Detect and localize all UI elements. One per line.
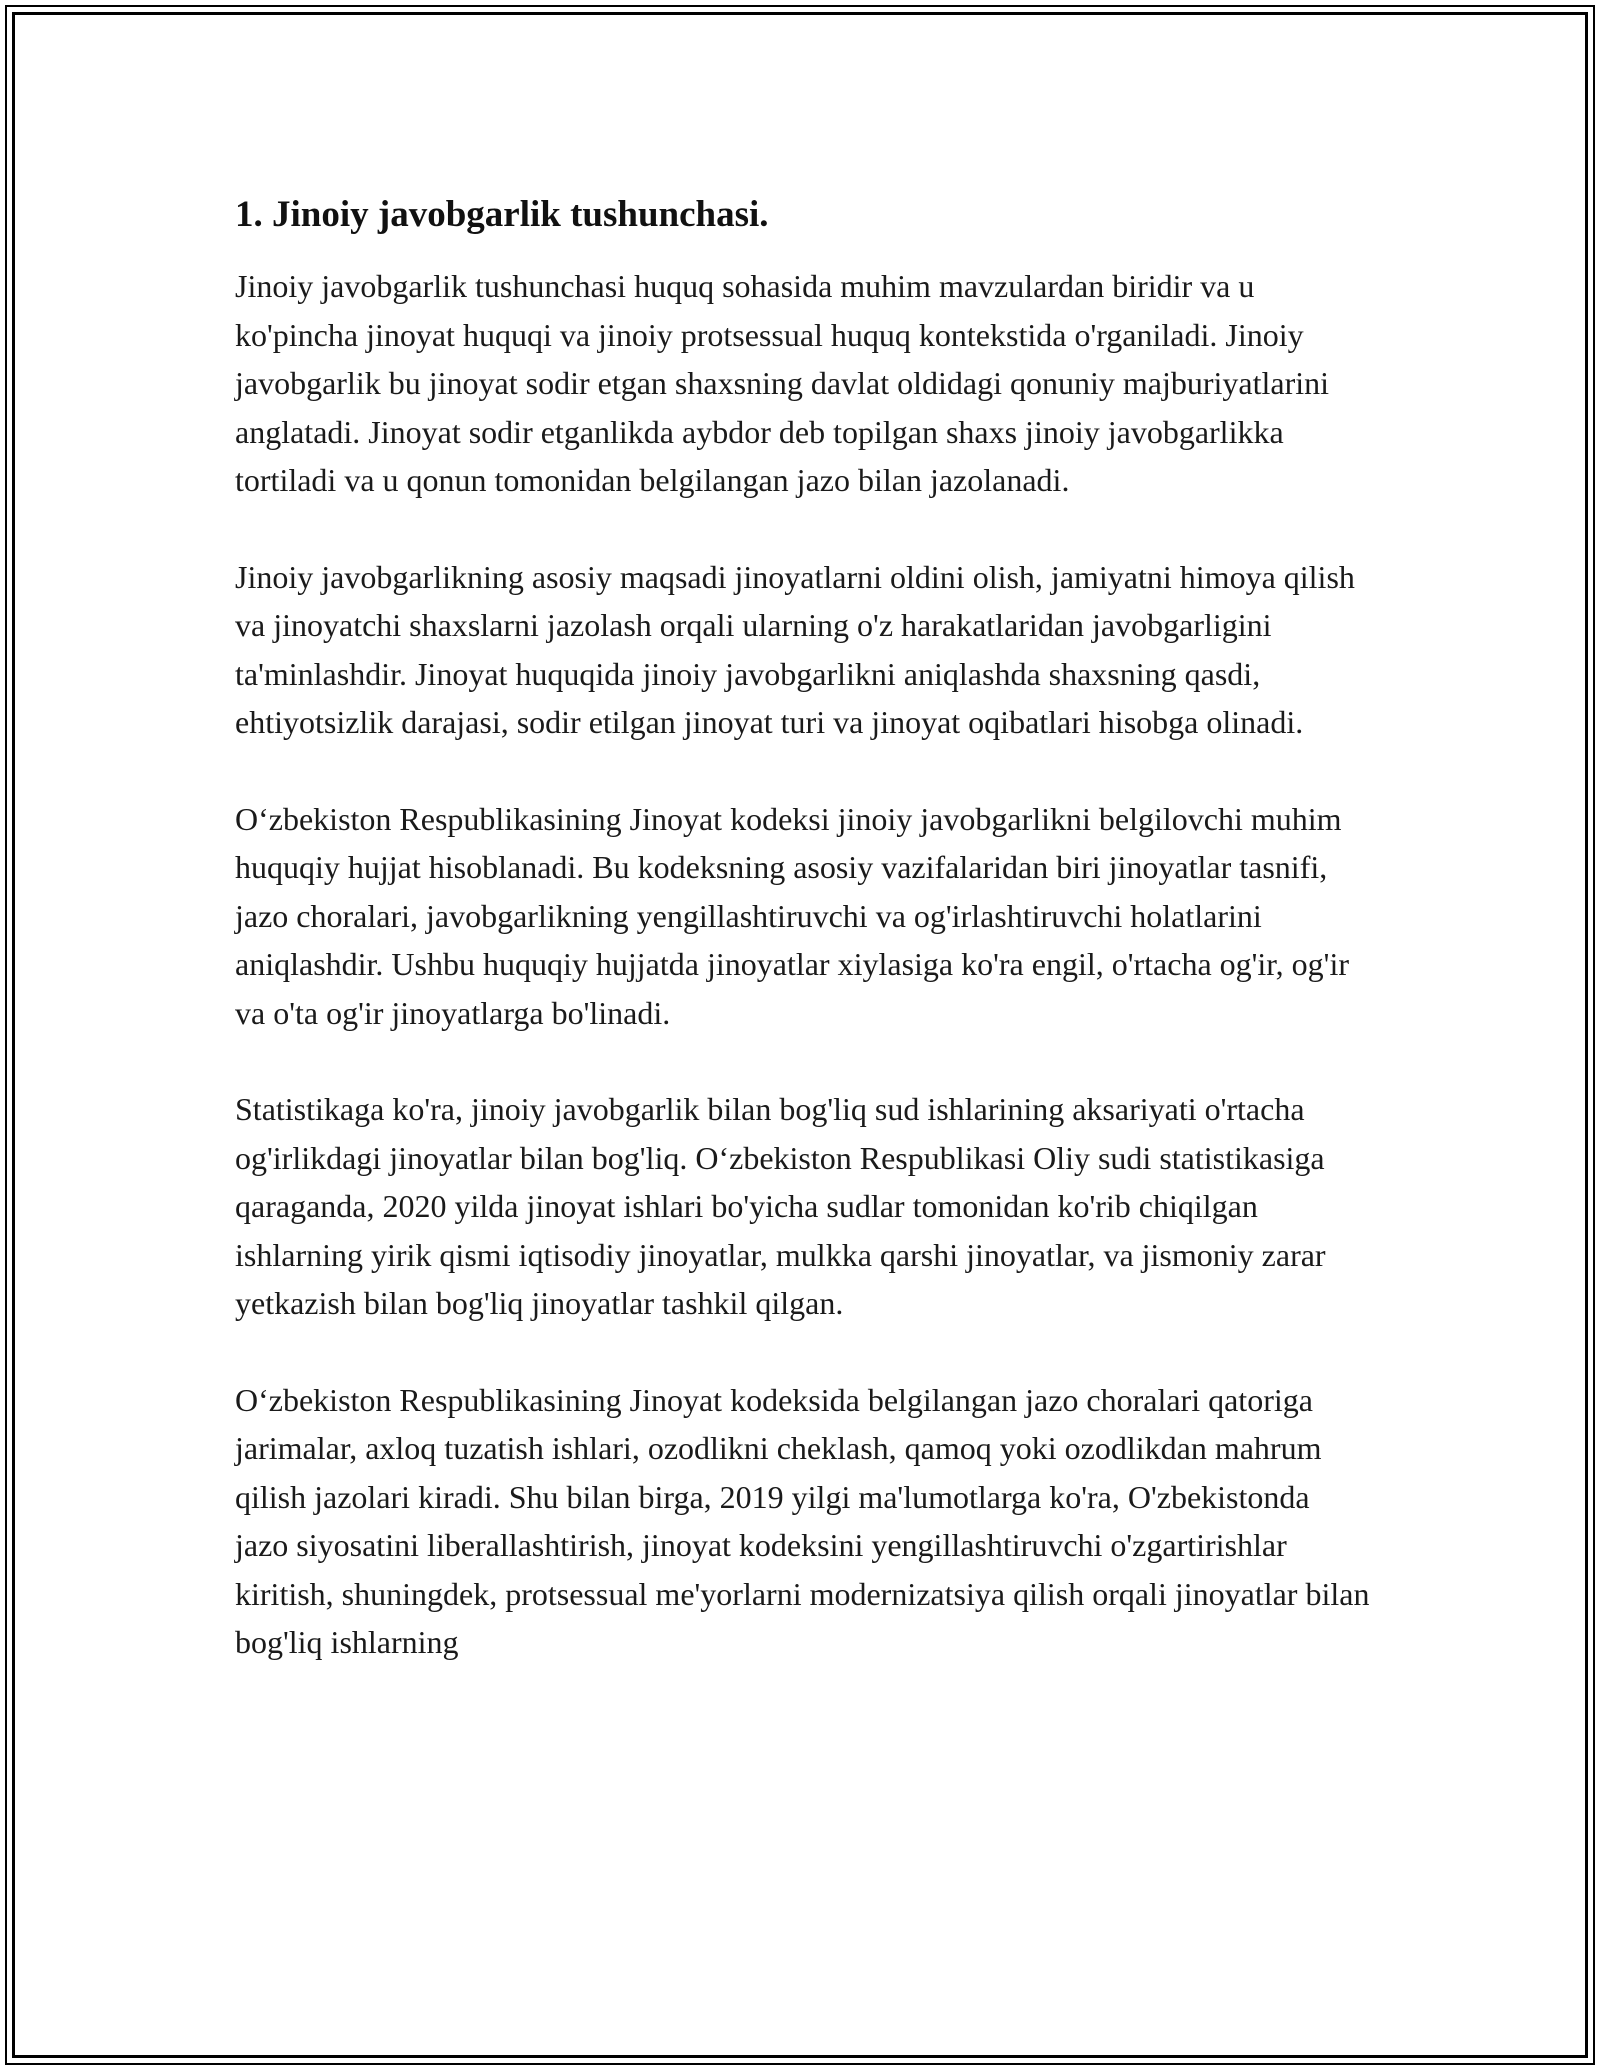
paragraph-1: Jinoiy javobgarlik tushunchasi huquq sohasida muhim mavzulardan biridir va u ko'pincha jinoyat huquqi va jinoiy protsessual huquq kontekstida o'rganiladi. Jinoiy javobgarlik bu jinoyat sodir etgan shaxsning davlat oldidagi qonuniy majburiyatlarini anglatadi. Jinoyat sodir etganlikda aybdor deb topilgan shaxs jinoiy javobgarlikka tortiladi va u qonun tomonidan belgilangan jazo bilan jazolanadi. (235, 268, 1330, 498)
paragraph-3: O‘zbekiston Respublikasining Jinoyat kodeksi jinoiy javobgarlikni belgilovchi muhim huquqiy hujjat hisoblanadi. Bu kodeksning asosiy vazifalaridan biri jinoyatlar tasnifi, jazo choralari, javobgarlikning yengillashtiruvchi va og'irlashtiruvchi holatlarini aniqlashdir. Ushbu huquqiy hujjatda jinoyatlar xiylasiga ko'ra engil, o'rtacha og'ir, og'ir va o'ta og'ir jinoyatlarga bo'linadi. (235, 800, 1349, 1031)
document-body (235, 190, 1370, 1715)
paragraph-5: O‘zbekiston Respublikasining Jinoyat kodeksida belgilangan jazo choralari qatoriga jarimalar, axloq tuzatish ishlari, ozodlikni cheklash, qamoq yoki ozodlikdan mahrum qilish jazolari kiradi. Shu bilan birga, 2019 yilgi ma'lumotlarga ko'ra, O'zbekistonda jazo siyosatini liberallashtirish, jinoyat kodeksini yengillashtiruvchi o'zgartirishlar kiritish, shuningdek, protsessual me'yorlarni modernizatsiya qilish orqali jinoyatlar bilan bog'liq ishlarning (235, 1381, 1370, 1660)
paragraph-4: Statistikaga ko'ra, jinoiy javobgarlik bilan bog'liq sud ishlarining aksariyati o'rtacha og'irlikdagi jinoyatlar bilan bog'liq. O‘zbekiston Respublikasi Oliy sudi statistikasiga qaraganda, 2020 yilda jinoyat ishlari bo'yicha sudlar tomonidan ko'rib chiqilgan ishlarning yirik qismi iqtisodiy jinoyatlar, mulkka qarshi jinoyatlar, va jismoniy zarar yetkazish bilan bog'liq jinoyatlar tashkil qilgan. (235, 1091, 1326, 1321)
section-heading: 1. Jinoiy javobgarlik tushunchasi. (235, 194, 769, 235)
paragraph-2: Jinoiy javobgarlikning asosiy maqsadi jinoyatlarni oldini olish, jamiyatni himoya qilish va jinoyatchi shaxslarni jazolash orqali ularning o'z harakatlaridan javobgarligini ta'minlashdir. Jinoyat huquqida jinoiy javobgarlikni aniqlashda shaxsning qasdi, ehtiyotsizlik darajasi, sodir etilgan jinoyat turi va jinoyat oqibatlari hisobga olinadi. (235, 558, 1355, 740)
